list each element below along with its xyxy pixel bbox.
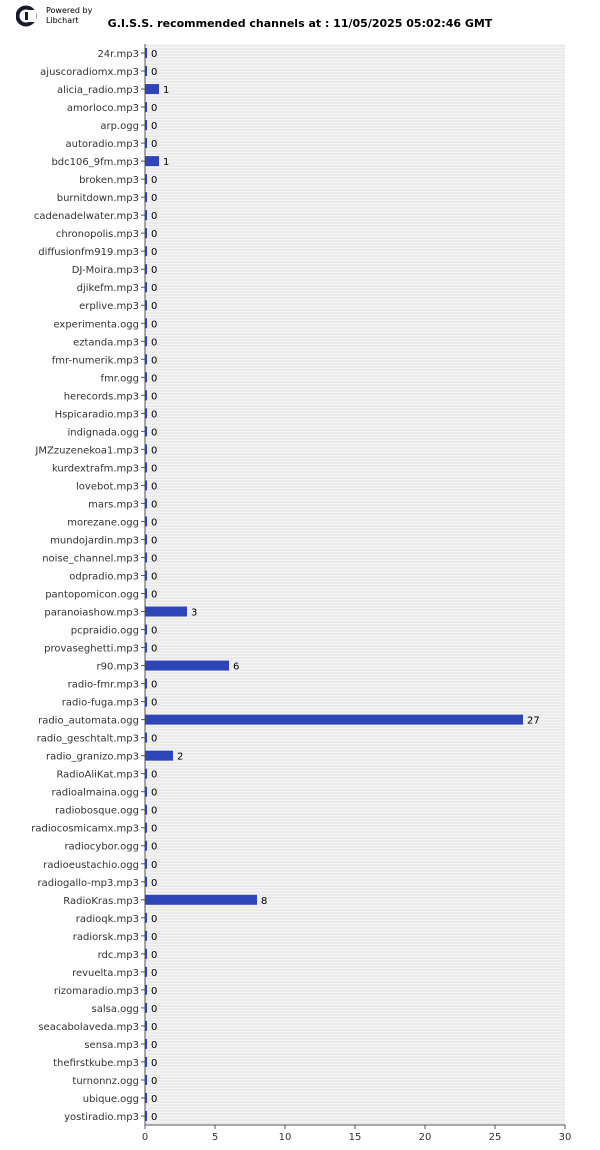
bar [145,426,147,436]
category-label: alicia_radio.mp3 [56,85,139,97]
bar-value-label: 0 [151,427,158,439]
bar [145,480,147,490]
x-tick-label: 25 [488,1132,502,1143]
bar [145,138,147,148]
x-tick-label: 15 [348,1132,362,1143]
bar-value-label: 0 [151,247,158,259]
bar-value-label: 0 [151,139,158,151]
bar [145,174,147,184]
category-label: provaseghetti.mp3 [44,643,139,655]
bar-value-label: 0 [151,625,158,637]
plot-area [145,44,565,1125]
bar-value-label: 0 [151,355,158,367]
category-label: RadioAliKat.mp3 [56,769,139,781]
bar [145,931,147,941]
category-label: indignada.ogg [67,427,139,439]
bar-value-label: 2 [177,751,184,763]
category-label: broken.mp3 [79,175,139,187]
bar-value-label: 6 [233,661,240,673]
category-label: amorloco.mp3 [66,103,139,115]
category-label: salsa.ogg [91,1003,139,1015]
bar-value-label: 0 [151,499,158,511]
bar-value-label: 0 [151,445,158,457]
bar-value-label: 1 [163,85,170,97]
bar [145,534,147,544]
category-label: Hspicaradio.mp3 [54,409,139,421]
bar [145,408,147,418]
bar [145,444,147,454]
bar [145,84,159,94]
x-tick-label: 30 [558,1132,572,1143]
bar-value-label: 0 [151,571,158,583]
bar [145,552,147,562]
bar-value-label: 0 [151,949,158,961]
bar-value-label: 0 [151,517,158,529]
bar [145,48,147,58]
bar-value-label: 0 [151,211,158,223]
category-label: sensa.mp3 [84,1039,139,1051]
category-label: radiocybor.ogg [64,841,139,853]
bar-value-label: 8 [261,895,268,907]
category-label: burnitdown.mp3 [56,193,139,205]
bar-value-label: 0 [151,1093,158,1105]
category-label: djikefm.mp3 [76,283,139,295]
bar [145,1021,147,1031]
category-label: rizomaradio.mp3 [53,985,139,997]
category-label: yostiradio.mp3 [64,1111,139,1123]
bar-value-label: 0 [151,193,158,205]
bar-value-label: 0 [151,283,158,295]
bar [145,1093,147,1103]
bar-value-label: 0 [151,67,158,79]
bar [145,120,147,130]
bar [145,1039,147,1049]
bar-value-label: 0 [151,301,158,313]
category-label: cadenadelwater.mp3 [33,211,139,223]
bar [145,354,147,364]
bar-value-label: 0 [151,787,158,799]
x-tick-label: 10 [278,1132,292,1143]
bar-value-label: 0 [151,967,158,979]
category-label: JMZzuzenekoa1.mp3 [35,445,139,457]
bar [145,66,147,76]
bar-value-label: 0 [151,1021,158,1033]
bar-value-label: 0 [151,49,158,61]
bar [145,372,147,382]
bar [145,967,147,977]
bar-value-label: 0 [151,337,158,349]
category-label: radio_geschtalt.mp3 [36,733,139,745]
category-label: turnonnz.ogg [72,1075,139,1087]
bar-value-label: 0 [151,409,158,421]
bar [145,715,523,725]
bar-value-label: 0 [151,805,158,817]
category-label: radiobosque.ogg [55,805,139,817]
category-label: morezane.ogg [67,517,139,529]
bar [145,570,147,580]
bar [145,102,147,112]
bar [145,282,147,292]
category-label: kurdextrafm.mp3 [51,463,139,475]
bar [145,516,147,526]
bar [145,661,229,671]
category-label: radio-fmr.mp3 [67,679,139,691]
bar [145,913,147,923]
bar-value-label: 0 [151,643,158,655]
bar [145,643,147,653]
bar [145,607,187,617]
bar-value-label: 0 [151,463,158,475]
bar [145,697,147,707]
bar-value-label: 0 [151,913,158,925]
bar [145,1003,147,1013]
category-label: DJ-Moira.mp3 [71,265,139,277]
bar-value-label: 0 [151,823,158,835]
category-label: seacabolaveda.mp3 [38,1021,139,1033]
category-label: radiogallo-mp3.mp3 [37,877,139,889]
bar [145,985,147,995]
bar-value-label: 0 [151,553,158,565]
bar-value-label: 0 [151,391,158,403]
category-label: rdc.mp3 [97,949,139,961]
bar [145,751,173,761]
bar [145,859,147,869]
bar [145,156,159,166]
bar [145,787,147,797]
category-label: radioqk.mp3 [75,913,139,925]
bar-value-label: 0 [151,103,158,115]
category-label: radio-fuga.mp3 [61,697,139,709]
category-label: autoradio.mp3 [65,139,139,151]
bar-value-label: 0 [151,265,158,277]
bar-value-label: 0 [151,733,158,745]
powered-by-line2: Libchart [46,16,79,25]
category-label: erplive.mp3 [79,301,139,313]
bar-value-label: 3 [191,607,198,619]
category-label: radioeustachio.ogg [43,859,139,871]
chart-title: G.I.S.S. recommended channels at : 11/05/2025 05:02:46 GMT [107,17,493,30]
category-label: mars.mp3 [88,499,139,511]
category-label: chronopolis.mp3 [55,229,139,241]
category-label: eztanda.mp3 [73,337,139,349]
category-label: odpradio.mp3 [69,571,139,583]
category-label: bdc106_9fm.mp3 [51,157,139,169]
category-label: paranoiashow.mp3 [44,607,139,619]
bar-value-label: 0 [151,1039,158,1051]
bar-value-label: 0 [151,697,158,709]
bar [145,462,147,472]
category-label: radiocosmicamx.mp3 [31,823,139,835]
category-label: RadioKras.mp3 [63,895,139,907]
x-tick-label: 20 [418,1132,432,1143]
bar [145,1057,147,1067]
category-label: r90.mp3 [96,661,139,673]
bar [145,210,147,220]
category-label: herecords.mp3 [63,391,139,403]
category-label: ubique.ogg [82,1093,139,1105]
bar [145,841,147,851]
bar [145,246,147,256]
bar-value-label: 0 [151,841,158,853]
bar [145,498,147,508]
category-label: noise_channel.mp3 [42,553,139,565]
bar [145,1111,147,1121]
category-label: fmr.ogg [100,373,139,385]
bar-value-label: 0 [151,589,158,601]
bar [145,300,147,310]
bar-value-label: 0 [151,175,158,187]
bar [145,336,147,346]
bar [145,895,257,905]
bar [145,805,147,815]
category-label: mundojardin.mp3 [50,535,139,547]
category-label: radioalmaina.ogg [51,787,139,799]
bar-value-label: 0 [151,373,158,385]
category-label: arp.ogg [100,121,139,133]
bar-value-label: 0 [151,679,158,691]
bar-value-label: 0 [151,859,158,871]
bar-value-label: 0 [151,319,158,331]
bar [145,949,147,959]
bar [145,264,147,274]
category-label: radio_granizo.mp3 [45,751,139,763]
category-label: pcpraidio.ogg [70,625,139,637]
category-label: radiorsk.mp3 [72,931,139,943]
bar-value-label: 0 [151,1075,158,1087]
bar [145,318,147,328]
bar-value-label: 0 [151,481,158,493]
bar [145,625,147,635]
category-label: 24r.mp3 [97,49,139,61]
bar-value-label: 0 [151,1111,158,1123]
category-label: diffusionfm919.mp3 [38,247,139,259]
x-tick-label: 0 [141,1132,149,1143]
bar [145,877,147,887]
bar [145,679,147,689]
bar-value-label: 0 [151,535,158,547]
bar-value-label: 0 [151,1003,158,1015]
bar [145,390,147,400]
bar [145,769,147,779]
bar-value-label: 0 [151,931,158,943]
category-label: lovebot.mp3 [76,481,139,493]
bar-value-label: 0 [151,877,158,889]
category-label: pantopomicon.ogg [45,589,139,601]
bar [145,823,147,833]
bar [145,733,147,743]
bar-value-label: 0 [151,1057,158,1069]
bar-value-label: 27 [527,715,540,727]
bar-value-label: 0 [151,121,158,133]
bar [145,1075,147,1085]
bar-value-label: 0 [151,229,158,241]
category-label: revuelta.mp3 [72,967,139,979]
category-label: experimenta.ogg [53,319,139,331]
powered-by-line1: Powered by [46,6,93,15]
bar [145,192,147,202]
category-label: radio_automata.ogg [38,715,139,727]
bar-value-label: 1 [163,157,170,169]
x-tick-label: 5 [211,1132,219,1143]
bar [145,589,147,599]
category-label: thefirstkube.mp3 [53,1057,139,1069]
category-label: ajuscoradiomx.mp3 [40,67,139,79]
bar-value-label: 0 [151,769,158,781]
bar [145,228,147,238]
bar-value-label: 0 [151,985,158,997]
category-label: fmr-numerik.mp3 [51,355,139,367]
